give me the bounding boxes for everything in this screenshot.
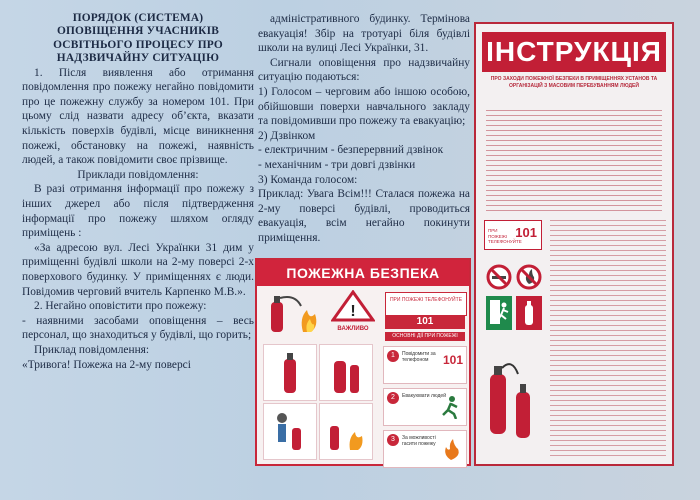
flame-icon (440, 437, 462, 461)
signal-item-command: 3) Командa голосом: (258, 173, 358, 186)
running-person-icon (440, 395, 462, 419)
step-call-text: Повідомити за телефоном (402, 351, 436, 363)
extinguisher-usage-icon (264, 404, 316, 459)
signal-item-bell: 2) Дзвінком (258, 129, 316, 142)
poster-instruction-title: ІНСТРУКЦІЯ (482, 32, 666, 72)
quote-example-call: «За адресою вул. Лесі Українки 31 дим у приміщенні будівлі школи на 2-му поверсі 2-х поверхового будинку. У приміщеннях є люди. Повідомив черговий вчитель Карпенко М.В.». (22, 241, 254, 298)
extinguisher-panel (319, 344, 373, 401)
extinguisher-panel (263, 344, 317, 401)
poster-instruction-subtitle: ПРО ЗАХОДИ ПОЖЕЖНОЇ БЕЗПЕКИ В ПРИМІЩЕННЯХ УСТАНОВ ТА ОРГАНІЗАЦІЙ З МАСОВИМ ПЕРЕБУВАННЯМ ЛЮДЕЙ (490, 76, 658, 89)
signal-item-bell-mechanic: - механічним - три довгі дзвінки (258, 158, 416, 171)
poster-fire-safety (255, 258, 471, 466)
poster-instruction (474, 22, 674, 466)
paragraph-evacuation: адміністративного будинку. Термінова евакуація! Збір на тротуарі біля будівлі школи на вулиці Лесі Українки, 31. (258, 13, 470, 55)
examples-title: Приклади повідомлення: (77, 168, 199, 181)
extinguisher-grid (263, 344, 375, 460)
heading-line-3: ОСВІТНЬОГО ПРОЦЕСУ ПРО (53, 38, 223, 51)
instruction-rules-text (550, 216, 666, 456)
signal-item-bell-electric: - електричним - безперервний дзвінок (258, 144, 444, 157)
extinguisher-fire-icon (265, 292, 321, 336)
fire-steps (383, 346, 467, 472)
no-smoking-icon (486, 264, 512, 290)
exit-sign-icon (486, 296, 512, 330)
step-extinguish-text: За можливості гасити пожежу (402, 435, 436, 447)
paragraph-notify: 2. Негайно оповістити про пожежу: (34, 300, 207, 313)
paragraph-report-fire: 1. Після виявлення або отримання повідомлення про пожежу негайно повідомити про це пожежну службу за номером 101. При цьому слід назвати адресу об’єкта, вказати кількість поверхів будівлі, місце виникнення пожежі, обстановку на пожежі, наявність людей, а також повідомити своє прізвище. (22, 66, 254, 167)
svg-text:!: ! (350, 303, 356, 320)
heading-line-4: НАДЗВИЧАЙНУ СИТУАЦІЮ (56, 52, 220, 65)
text-column-left (22, 12, 254, 372)
poster-fire-safety-title: ПОЖЕЖНА БЕЗПЕКА (257, 260, 469, 286)
extinguishers-illustration (484, 344, 544, 454)
instruction-call-number: 101 (515, 225, 537, 240)
step-call-number: 101 (442, 353, 463, 367)
step-extinguish: 3 За можливості гасити пожежу (383, 430, 467, 468)
heading-line-1: ПОРЯДОК (СИСТЕМА) (72, 12, 204, 24)
extinguisher-icon (320, 345, 372, 400)
paragraph-notify-means: - наявними засобами оповіщення – весь персонал, що знаходиться у будівлі, що горить; (22, 314, 254, 342)
paragraph-confirmation: В разі отримання інформації про пожежу з інших джерел або після підтвердження інформації про пожежу шляхом огляду приміщень : (22, 183, 254, 240)
paragraph-signals: Сигнали оповіщення про надзвичайну ситуацію подаються: (258, 56, 470, 84)
step-evacuate-text: Евакуювати людей (402, 393, 447, 399)
step-call: 1 Повідомити за телефоном 101 (383, 346, 467, 384)
quote-alarm-start: «Тривога! Пожежа на 2-му поверсі (22, 358, 191, 371)
extinguisher-panel (319, 403, 373, 460)
examples-title-2: Приклад повідомлення: (34, 343, 150, 356)
steps-header: ОСНОВНІ ДІЇ ПРИ ПОЖЕЖІ (385, 332, 465, 341)
text-column-middle (258, 12, 470, 246)
no-open-flame-icon (516, 264, 542, 290)
call-box (385, 292, 467, 316)
paragraph-example-command: Приклад: Увага Всім!!! Сталася пожежа на 2-му поверсі будівлі, проводиться евакуація, всім негайно покинути приміщення. (258, 188, 470, 244)
extinguisher-icon (264, 345, 316, 400)
call-box-text: ПРИ ПОЖЕЖІ ТЕЛЕФОНУЙТЕ (389, 297, 463, 303)
instruction-call-text: ПРИ ПОЖЕЖІ ТЕЛЕФОНУЙТЕ (488, 228, 522, 244)
warning-triangle-icon (331, 290, 375, 326)
call-number: 101 (385, 315, 465, 329)
extinguisher-sign-icon (516, 296, 542, 330)
warning-label: ВАЖЛИВО (337, 326, 369, 332)
instruction-fine-print (486, 106, 662, 212)
extinguisher-usage-icon (320, 404, 372, 459)
step-evacuate: 2 Евакуювати людей (383, 388, 467, 426)
signal-item-voice: 1) Голосом – черговим або іншою особою, обійшовши поверхи навчального закладу та повідомивши про пожежу та евакуацію; (258, 85, 470, 128)
heading-line-2: ОПОВІЩЕННЯ УЧАСНИКІВ (56, 25, 220, 38)
extinguisher-panel (263, 403, 317, 460)
instruction-call-box (484, 220, 542, 250)
